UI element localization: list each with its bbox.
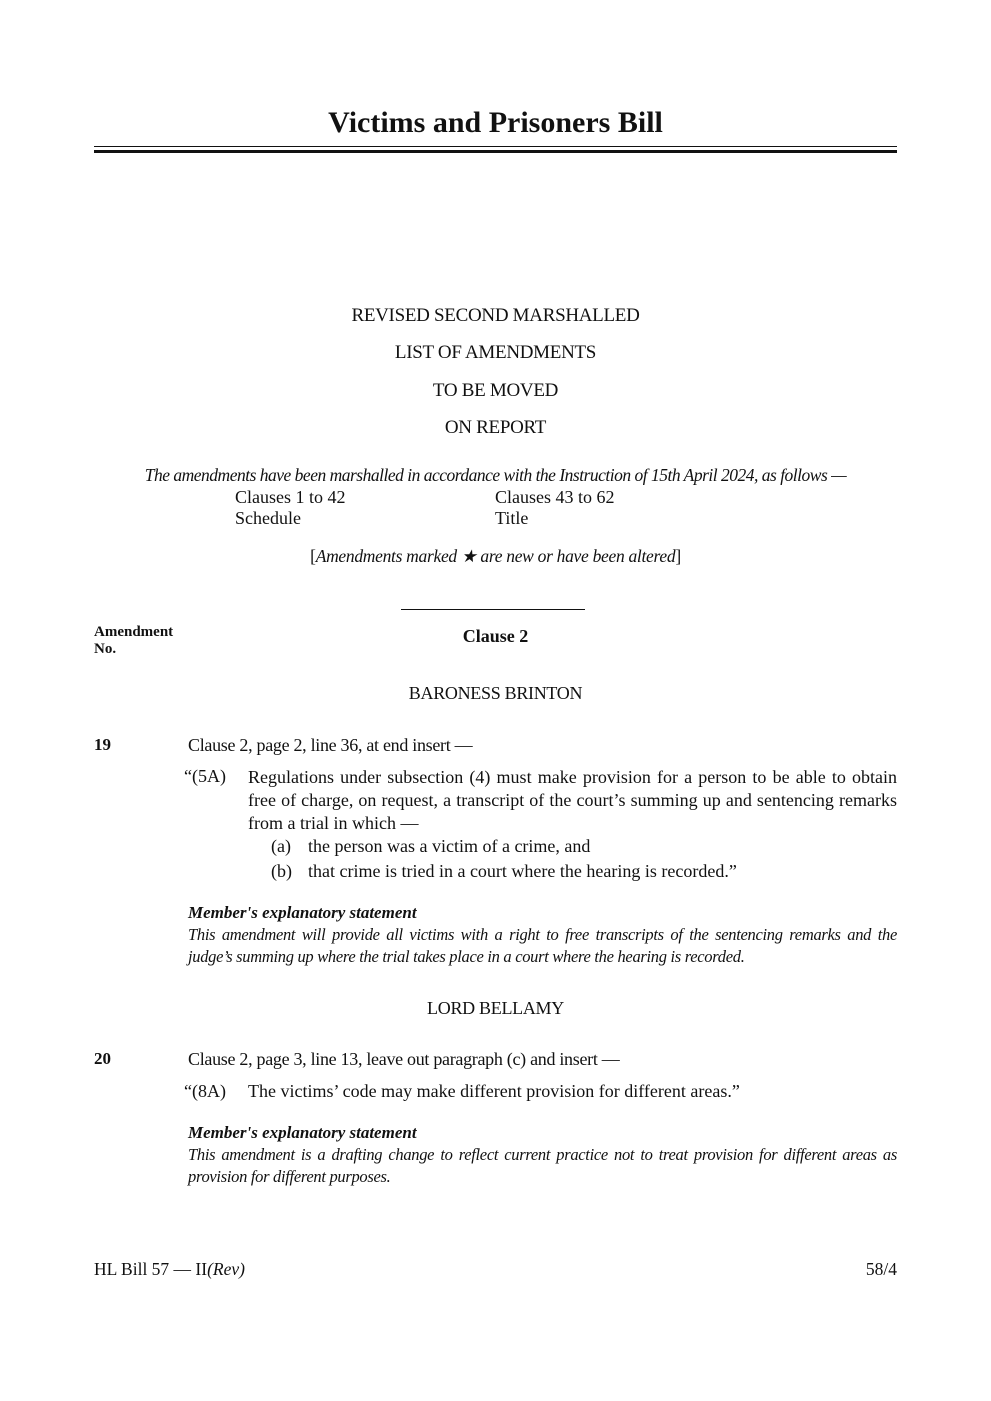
order-item: Clauses 1 to 42 bbox=[235, 487, 346, 507]
amendment-no-label: Amendment No. bbox=[94, 624, 174, 657]
heading-line-2: LIST OF AMENDMENTS bbox=[394, 342, 597, 363]
order-item: Clauses 43 to 62 bbox=[495, 487, 615, 507]
bill-title: Victims and Prisoners Bill bbox=[328, 106, 663, 139]
altered-note-text: Amendments marked ★ are new or have been altered bbox=[315, 546, 676, 566]
footer-page-reference: 58/4 bbox=[865, 1259, 897, 1279]
clause-heading: Clause 2 bbox=[462, 626, 529, 646]
paragraph-label: (a) bbox=[271, 836, 291, 856]
order-item: Title bbox=[495, 508, 529, 528]
section-divider bbox=[401, 609, 585, 610]
marshalling-intro: The amendments have been marshalled in accordance with the Instruction of 15th April 2024, as follows — bbox=[144, 465, 847, 485]
explanatory-heading: Member's explanatory statement bbox=[188, 1123, 417, 1142]
paragraph-label: (b) bbox=[271, 861, 292, 881]
explanatory-text: This amendment will provide all victims with a right to free transcripts of the sentencing remarks and the judge’s summing up where the trial takes place in a court where the hearing is recorded. bbox=[188, 925, 897, 966]
altered-note: [Amendments marked ★ are new or have been altered] bbox=[310, 546, 681, 566]
order-item: Schedule bbox=[235, 508, 301, 528]
amendment-instruction: Clause 2, page 2, line 36, at end insert — bbox=[188, 735, 473, 755]
amendment-number: 19 bbox=[94, 735, 111, 754]
amendment-number: 20 bbox=[94, 1049, 111, 1068]
member-name: LORD BELLAMY bbox=[427, 998, 564, 1018]
explanatory-heading: Member's explanatory statement bbox=[188, 903, 417, 922]
subsection-text: The victims’ code may make different provision for different areas.” bbox=[248, 1081, 740, 1101]
subsection-label: “(8A) bbox=[184, 1081, 226, 1101]
paragraph-text: that crime is tried in a court where the hearing is recorded.” bbox=[308, 861, 737, 881]
title-rule-thick bbox=[94, 150, 897, 153]
heading-line-4: ON REPORT bbox=[444, 417, 547, 438]
title-rule-thin bbox=[94, 146, 897, 147]
heading-line-3: TO BE MOVED bbox=[432, 380, 559, 401]
subsection-label: “(5A) bbox=[184, 766, 226, 786]
explanatory-text: This amendment is a drafting change to reflect current practice not to treat provision for different areas as provision for different purposes. bbox=[188, 1145, 897, 1186]
amendment-instruction: Clause 2, page 3, line 13, leave out paragraph (c) and insert — bbox=[188, 1049, 620, 1069]
footer-bill-reference: HL Bill 57 — II(Rev) bbox=[94, 1259, 245, 1279]
heading-line-1: REVISED SECOND MARSHALLED bbox=[351, 305, 640, 326]
paragraph-text: the person was a victim of a crime, and bbox=[308, 836, 591, 856]
member-name: BARONESS BRINTON bbox=[408, 683, 583, 703]
subsection-text: Regulations under subsection (4) must make provision for a person to be able to obtain free of charge, on request, a transcript of the court’s summing up and sentencing remarks from a trial in which — bbox=[248, 767, 897, 833]
